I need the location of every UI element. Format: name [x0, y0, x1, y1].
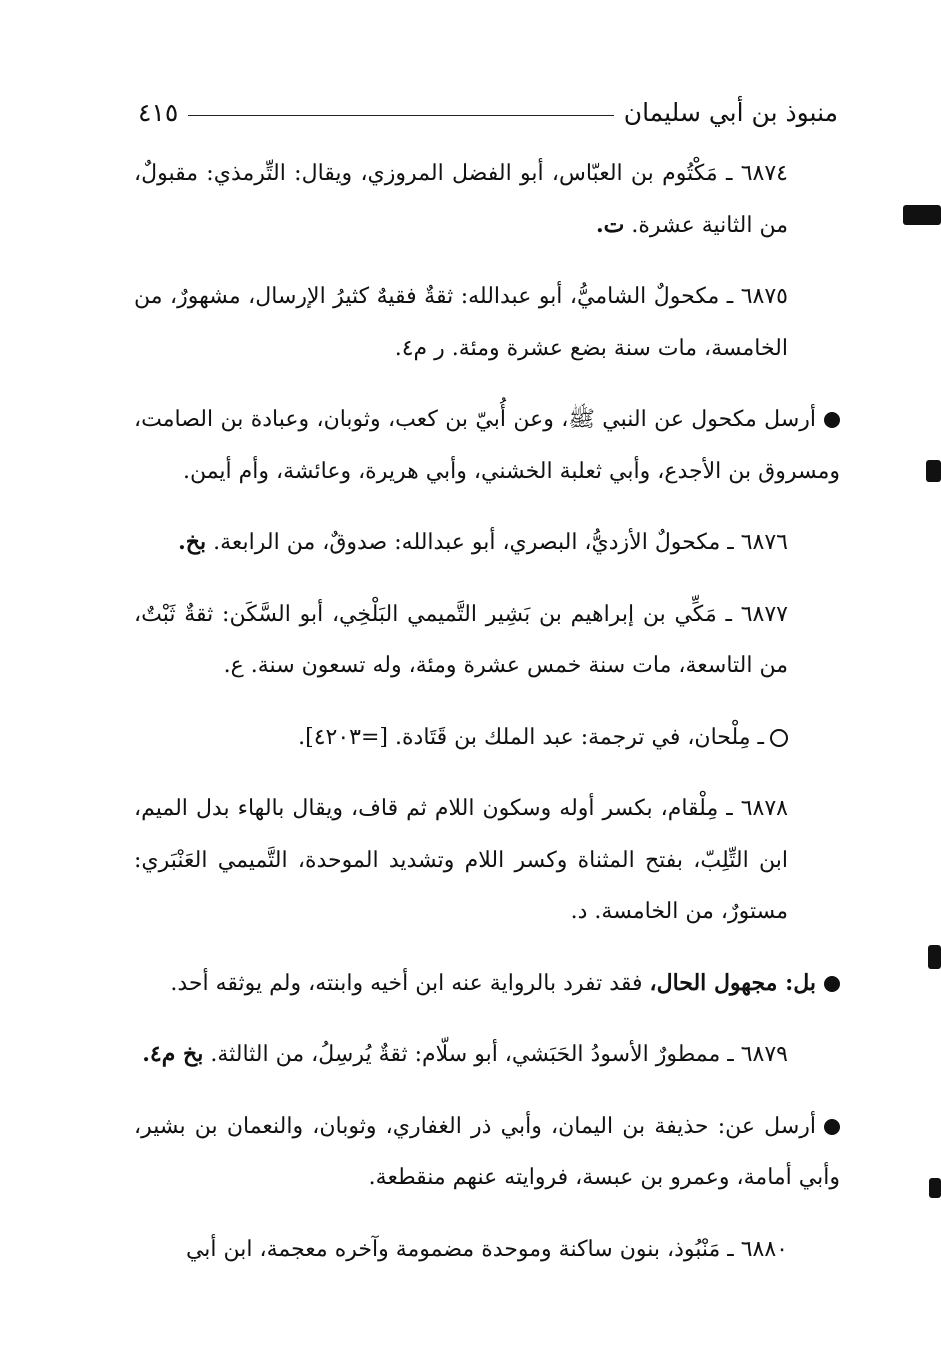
- entry-6876: [134, 517, 840, 569]
- note-paragraph: [134, 1101, 840, 1204]
- entry-code: بخ.: [178, 529, 207, 555]
- entry-text: ٦٨٧٨ ـ مِلْقام، بكسر أوله وسكون اللام ثم قاف، ويقال بالهاء بدل الميم، ابن التِّلِبّ، بفتح المثناة وكسر اللام وتشديد الموحدة، التَّميمي العَنْبَري: مستورٌ، من الخامسة. د.: [134, 796, 788, 924]
- entry-code: بخ م٤.: [142, 1041, 204, 1067]
- note-text: فقد تفرد بالرواية عنه ابن أخيه وابنته، ولم يوثقه أحد.: [170, 970, 643, 996]
- note-lead: بل: مجهول الحال،: [649, 969, 816, 996]
- margin-mark: [903, 205, 941, 225]
- entry-6879: [134, 1029, 840, 1081]
- entry-text: ٦٨٧٧ ـ مَكِّي بن إبراهيم بن بَشِير التَّميمي البَلْخِي، أبو السَّكَن: ثقةٌ ثَبْتٌ، من التاسعة، مات سنة خمس عشرة ومئة، وله تسعون سنة. ع.: [134, 601, 788, 678]
- cross-reference: [134, 712, 840, 764]
- entry-text: ٦٨٨٠ ـ مَنْبُوذ، بنون ساكنة وموحدة مضمومة وآخره معجمة، ابن أبي: [185, 1236, 788, 1262]
- entry-6880: [134, 1224, 840, 1276]
- bullet-icon: [824, 976, 840, 992]
- note-text: أرسل عن: حذيفة بن اليمان، وأبي ذر الغفاري، وثوبان، والنعمان بن بشير، وأبي أمامة، وعمرو بن عبسة، فروايته عنهم منقطعة.: [134, 1113, 840, 1190]
- note-paragraph: [134, 958, 840, 1010]
- cross-reference-text: ـ مِلْحان، في ترجمة: عبد الملك بن قَتَادة. [=٤٢٠٣].: [298, 724, 764, 750]
- page-header: [138, 92, 838, 132]
- entry-text: ٦٨٧٤ ـ مَكْتُوم بن العبّاس، أبو الفضل المروزي، ويقال: التِّرمذي: مقبولٌ، من الثانية عشرة.: [134, 161, 788, 238]
- bullet-icon: [824, 1119, 840, 1135]
- margin-mark: [926, 460, 941, 482]
- entry-text: ٦٨٧٦ ـ مكحولٌ الأزديُّ، البصري، أبو عبدالله: صدوقٌ، من الرابعة.: [213, 530, 788, 555]
- running-title: منبوذ بن أبي سليمان: [623, 97, 838, 127]
- entry-6875: [134, 271, 840, 374]
- page-number: ٤١٥: [138, 97, 179, 127]
- entry-text: ٦٨٧٩ ـ ممطورٌ الأسودُ الحَبَشي، أبو سلّام: ثقةٌ يُرسِلُ، من الثالثة.: [210, 1042, 788, 1067]
- note-paragraph: [134, 394, 840, 497]
- bullet-icon: [824, 412, 840, 428]
- circle-icon: [770, 729, 788, 747]
- entry-text: ٦٨٧٥ ـ مكحولٌ الشاميُّ، أبو عبدالله: ثقةٌ فقيهٌ كثيرُ الإرسال، مشهورٌ، من الخامسة، مات سنة بضع عشرة ومئة. ر م٤.: [134, 284, 788, 361]
- margin-mark: [928, 945, 941, 969]
- entry-6878: [134, 783, 840, 938]
- page-body: [134, 148, 840, 1295]
- margin-mark: [929, 1178, 941, 1198]
- note-text: أرسل مكحول عن النبي ﷺ، وعن أُبيّ بن كعب، وثوبان، وعبادة بن الصامت، ومسروق بن الأجدع، وأبي ثعلبة الخشني، وأبي هريرة، وعائشة، وأم أيمن.: [134, 407, 840, 484]
- header-rule: [188, 115, 613, 116]
- entry-code: ت.: [595, 211, 625, 238]
- entry-6874: [134, 148, 840, 251]
- entry-6877: [134, 589, 840, 692]
